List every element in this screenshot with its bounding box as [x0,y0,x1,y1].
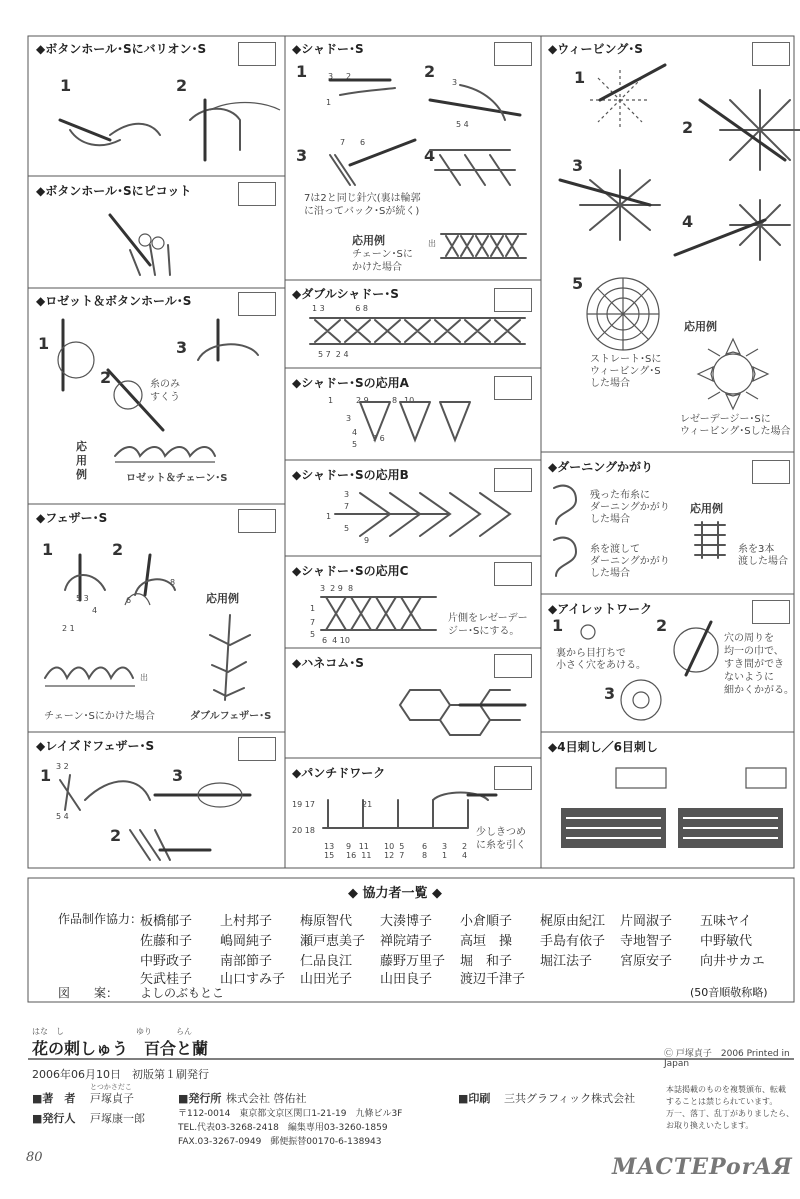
shadow-diagram [310,60,530,190]
credit-name: 山口すみ子 [220,972,286,987]
credit-name: 佐藤和子 [140,934,193,949]
stitch-badge-icon [494,562,532,586]
credits-design-name: よしのぶもとこ [140,986,225,1000]
shadow-a-tick: 5 [352,440,358,449]
printer-name: 三共グラフィック株式会社 [504,1092,636,1105]
weaving-flower-sample [690,334,776,414]
author-label: ■著 者 [32,1092,76,1105]
section-title: ◆ボタンホール･Sにピコット [36,184,192,198]
shadow-b-tick: 7 [344,502,350,511]
shadow-b-tick: 5 [344,524,350,533]
application-label: 応用例 [684,320,717,333]
shadow-tick: 2 [346,72,352,81]
printer-label: ■印刷 [458,1092,491,1105]
step-number: 1 [552,616,564,635]
credit-name: 梶原由紀江 [540,914,606,929]
punch-tick: 10 5 12 7 [384,842,405,860]
stitch-badge-icon [494,376,532,400]
application-caption: ロゼット＆チェーン･S [126,473,228,484]
shadow-a-tick: 8 [392,396,398,405]
stitch-badge-icon [494,654,532,678]
application-caption: チェーン･Sにかけた場合 [44,711,155,722]
credit-name: 嶋岡純子 [220,934,273,949]
punch-tick: 2 4 [462,842,468,860]
shadow-a-tick: 2 9 [356,396,369,405]
application-caption: 糸を3本 渡した場合 [738,544,788,567]
publisher-address: 〒112-0014 東京都文京区関口1-21-19 九條ビル3F [178,1109,403,1119]
credit-name: 南部節子 [220,954,273,969]
credit-name: 山田光子 [300,972,353,987]
section-title: ◆ダーニングかがり [548,460,653,474]
buttonhole-bullion-diagram [40,90,280,170]
darning-sample [690,520,730,560]
section-title: ◆ボタンホール･Sにバリオン･S [36,42,207,56]
publisher-tel: TEL.代表03-3268-2418 編集専用03-3260-1859 [178,1123,388,1133]
credit-name: 大湊博子 [380,914,433,929]
credit-name: 向井サカエ [700,954,765,969]
raised-feather-tick: 3 2 [56,762,69,771]
step-number: 2 [100,368,112,387]
step-number: 4 [682,212,694,231]
watermark-logo: MACTEPorAЯ [612,1154,793,1180]
credit-name: 藤野万里子 [380,954,446,969]
stitch-badge-icon [494,766,532,790]
shadow-a-tick: 1 [328,396,334,405]
shadow-c-tick: 7 [310,618,316,627]
stitch-badge-icon [238,42,276,66]
shadow-note: 7は2と同じ針穴(裏は輪郭 に沿ってバック･Sが続く) [304,193,421,217]
credit-name: 上村邦子 [220,914,273,929]
shadow-a-diagram [330,400,530,445]
credit-name: 禅院靖子 [380,934,433,949]
shadow-c-tick: 1 [310,604,316,613]
application-caption: ストレート･Sに ウィービング･S した場合 [590,354,662,389]
feather-tick: 5 3 [76,594,89,603]
shadow-c-tick: 6 4 10 [322,636,350,645]
step-number: 2 [656,616,668,635]
section-title: ◆アイレットワーク [548,602,653,616]
author-name: 戸塚貞子 [90,1092,134,1105]
shadow-a-tick: 10 [404,396,415,405]
section-title: ◆レイズドフェザー･S [36,739,155,753]
credit-name: 中野政子 [140,954,193,969]
credits-heading: ◆ 協力者一覧 ◆ [348,886,443,901]
credit-name: 小倉順子 [460,914,513,929]
step-number: 2 [424,62,436,81]
double-shadow-diagram [300,310,535,352]
honeycomb-diagram [390,680,530,752]
publisher-label: ■発行所 [178,1092,222,1105]
shadow-a-tick: 4 [352,428,358,437]
credit-name: 瀬戸恵美子 [300,934,366,949]
section-title: ◆ダブルシャドー･S [292,287,399,301]
credit-name: 宮原安子 [620,954,673,969]
title-ruby: はな し ゆり らん [32,1027,192,1036]
feather-tick: 2 1 [62,624,75,633]
shadow-a-tick: 3 [346,414,352,423]
step-number: 1 [42,540,54,559]
feather-diagram [50,550,190,630]
step-number: 4 [424,146,436,165]
shadow-c-tick: 5 [310,630,316,639]
application-caption: チェーン･Sに かけた場合 [352,249,413,273]
section-title: ◆シャドー･S [292,42,364,56]
double-shadow-tick: 1 3 6 8 [312,304,368,313]
credit-name: 五味ヤイ [700,914,752,929]
step-number: 5 [572,274,584,293]
punch-tick: 13 15 [324,842,335,860]
credit-name: 堀 和子 [460,954,513,969]
feather-tick: 8 [170,578,176,587]
step-number: 2 [112,540,124,559]
raised-feather-tick: 5 4 [56,812,69,821]
credits-row [140,930,780,949]
darning-diagram [546,480,586,585]
section-title: ◆パンチドワーク [292,766,386,780]
step-number: 1 [40,766,52,785]
section-title: ◆ハネコム･S [292,656,364,670]
application-label: 応用例 [76,440,87,481]
shadow-b-tick: 1 [326,512,332,521]
credit-name: 片岡淑子 [620,914,673,929]
shadow-b-tick: 3 [344,490,350,499]
application-caption: 糸を渡して ダーニングかがり した場合 [590,544,670,579]
shadow-c-note: 片側をレゼーデー ジー･Sにする。 [448,613,528,637]
credit-name: 板橋郁子 [140,914,193,929]
shadow-tick: 3 [328,72,334,81]
rosette-note: 糸のみ すくう [150,379,180,403]
credit-name: 中野敏代 [700,934,753,949]
colophon-rule [28,1058,794,1060]
credit-name: 高垣 操 [460,934,513,949]
publisher-person: 戸塚康一郎 [90,1112,145,1125]
shadow-tick: 6 [360,138,366,147]
author-ruby: とつかさだこ [90,1083,132,1091]
page-number: 80 [26,1150,43,1165]
section-title: ◆フェザー･S [36,511,108,525]
rosette-diagram [48,320,278,430]
weaving-diagram [560,60,790,310]
credits-row [140,950,780,969]
out-marker: 出 [140,673,148,682]
shadow-b-diagram [320,488,530,546]
four-six-diagram [556,758,790,858]
application-caption: 残った布糸に ダーニングかがり した場合 [590,490,670,525]
step-number: 2 [110,826,122,845]
stitch-badge-icon [238,737,276,761]
double-feather-sample [200,610,260,705]
credit-name: 梅原智代 [300,914,353,929]
application-label: 応用例 [352,234,385,247]
step-number: 1 [574,68,586,87]
punch-tick: 9 11 16 11 [346,842,372,860]
application-caption: 裏から目打ちで 小さく穴をあける。 [556,648,646,671]
out-marker: 出 [428,239,436,248]
shadow-tick: 1 [326,98,332,107]
publisher-person-label: ■発行人 [32,1112,76,1125]
application-label: 応用例 [206,592,239,605]
shadow-c-diagram [316,592,446,636]
raised-feather-diagram [40,770,280,865]
shadow-tick: 5 4 [456,120,469,129]
credits-design-label: 図 案： [58,986,119,1000]
credits-note: (50音順敬称略) [690,986,768,999]
feather-tick: 6 [126,596,132,605]
weaving-web-sample [580,274,666,356]
shadow-a-tick: 7 6 [372,434,385,443]
application-caption: ダブルフェザー･S [190,711,272,722]
step-number: 3 [296,146,308,165]
stitch-badge-icon [752,460,790,484]
step-number: 2 [682,118,694,137]
section-title: ◆シャドー･Sの応用A [292,376,409,390]
punch-tick: 19 17 [292,800,315,809]
book-title: 花の刺しゅう 百合と蘭 [32,1039,209,1058]
punch-tick: 21 [362,800,373,809]
double-shadow-tick: 5 7 2 4 [318,350,349,359]
step-number: 3 [572,156,584,175]
step-number: 1 [38,334,50,353]
credit-name: 堀江法子 [540,954,593,969]
feather-chain-sample [40,658,140,698]
punch-tick: 6 8 [422,842,428,860]
step-number: 3 [176,338,188,357]
step-number: 2 [176,76,188,95]
copyright: Ⓒ 戸塚貞子 2006 Printed in Japan [664,1049,790,1069]
punch-diagram [318,790,498,842]
copy-notice: 本誌掲載のものを複製頒布、転載 することは禁じられています。 万一、落丁、乱丁がありましたら、 お取り換えいたします。 [666,1085,794,1130]
step-number: 3 [172,766,184,785]
credits-works-label: 作品制作協力： [58,912,143,926]
stitch-badge-icon [238,292,276,316]
feather-tick: 4 [92,606,98,615]
step-number: 1 [296,62,308,81]
shadow-tick: 7 [340,138,346,147]
stitch-badge-icon [238,509,276,533]
punch-tick: 20 18 [292,826,315,835]
section-title: ◆シャドー･Sの応用C [292,564,409,578]
shadow-tick: 3 [452,78,458,87]
section-title: ◆ウィービング･S [548,42,643,56]
shadow-b-tick: 9 [364,536,370,545]
step-number: 1 [60,76,72,95]
credit-name: 寺地智子 [620,934,673,949]
credit-name: 手島有依子 [540,934,606,949]
step-number: 3 [604,684,616,703]
stitch-badge-icon [494,288,532,312]
credits-row [140,910,780,929]
credit-name: 渡辺千津子 [460,972,526,987]
punch-note: 少しきつめ に糸を引く [476,827,526,851]
stitch-badge-icon [238,182,276,206]
publish-date: 2006年06月10日 初版第１刷発行 [32,1068,209,1081]
section-title: ◆シャドー･Sの応用B [292,468,409,482]
application-label: 応用例 [690,502,723,515]
shadow-c-tick: 3 2 9 8 [320,584,354,593]
section-title: ◆ロゼット＆ボタンホール･S [36,294,192,308]
application-caption: 穴の周りを 均一の巾で、 すき間ができ ないように 細かくかがる。 [724,633,794,696]
punch-tick: 3 1 [442,842,448,860]
credit-name: 矢武桂子 [140,972,193,987]
publisher-name: 株式会社 啓佑社 [226,1092,307,1105]
section-title: ◆4目刺し／6目刺し [548,740,658,754]
shadow-chain-sample [436,222,532,270]
credit-name: 仁品良江 [300,954,353,969]
application-caption: レゼーデージー･Sに ウィービング･Sした場合 [680,414,791,437]
publisher-fax: FAX.03-3267-0949 郵便振替00170-6-138943 [178,1137,382,1147]
buttonhole-picot-diagram [90,205,210,280]
credit-name: 山田良子 [380,972,433,987]
rosette-chain-sample [110,442,220,470]
